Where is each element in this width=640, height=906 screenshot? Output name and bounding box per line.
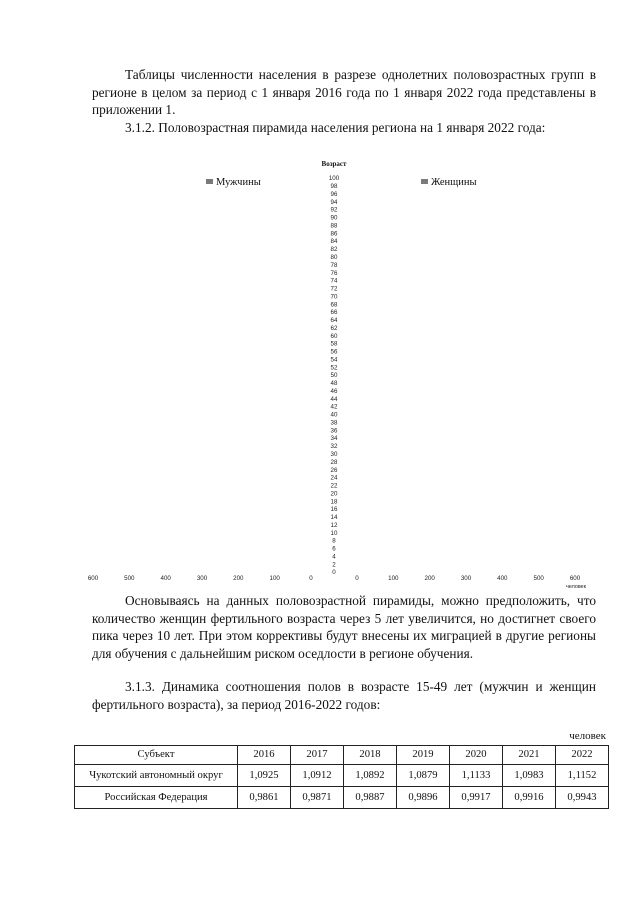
age-tick-label: 22 xyxy=(330,482,338,490)
x-tick-label-male: 600 xyxy=(87,575,99,582)
age-tick-label: 100 xyxy=(328,175,340,183)
table-cell: 1,0912 xyxy=(291,765,344,787)
age-tick-label: 44 xyxy=(330,395,338,403)
table-cell: 0,9917 xyxy=(450,787,503,809)
age-tick-label: 76 xyxy=(330,269,338,277)
x-tick-label-female: 200 xyxy=(424,575,435,582)
population-pyramid-chart xyxy=(87,156,600,590)
legend-label-female: Женщины xyxy=(431,177,477,188)
x-tick-label-male: 0 xyxy=(309,575,313,582)
age-tick-label: 40 xyxy=(330,411,338,419)
age-tick-label: 90 xyxy=(330,214,338,222)
age-tick-label: 60 xyxy=(330,332,338,340)
sex-ratio-table xyxy=(74,745,609,809)
x-tick-label-male: 400 xyxy=(160,575,171,582)
table-header-cell: 2022 xyxy=(556,746,609,765)
age-tick-label: 56 xyxy=(330,348,338,356)
age-tick-label: 34 xyxy=(330,435,338,443)
age-tick-label: 42 xyxy=(330,403,338,411)
age-tick-label: 48 xyxy=(330,380,338,388)
table-header-cell: 2016 xyxy=(238,746,291,765)
age-tick-label: 66 xyxy=(330,309,338,317)
table-cell: 1,0892 xyxy=(344,765,397,787)
table-cell: 1,1152 xyxy=(556,765,609,787)
table-cell: 0,9896 xyxy=(397,787,450,809)
age-tick-label: 84 xyxy=(330,238,338,246)
age-tick-label: 92 xyxy=(330,206,338,214)
table-cell: 1,0879 xyxy=(397,765,450,787)
age-tick-label: 80 xyxy=(330,254,338,261)
age-tick-label: 6 xyxy=(332,545,336,553)
age-tick-label: 74 xyxy=(330,277,338,285)
age-tick-label: 62 xyxy=(330,324,338,332)
age-tick-label: 68 xyxy=(330,301,338,309)
age-tick-label: 88 xyxy=(330,222,338,230)
intro-paragraph: Таблицы численности населения в разрезе однолетних половозрастных групп в регионе в целом за период с 1 января 2016 года по 1 января 2022 года представлены в приложении 1. xyxy=(92,67,596,118)
age-tick-label: 54 xyxy=(330,356,338,364)
table-cell: 0,9861 xyxy=(238,787,291,809)
table-cell: 0,9871 xyxy=(291,787,344,809)
age-tick-label: 38 xyxy=(330,419,338,427)
age-tick-label: 96 xyxy=(330,190,338,198)
age-tick-label: 82 xyxy=(330,246,338,254)
age-tick-label: 10 xyxy=(330,529,338,537)
age-tick-label: 86 xyxy=(330,230,338,238)
age-tick-label: 70 xyxy=(330,293,338,301)
table-header-cell: 2019 xyxy=(397,746,450,765)
x-tick-label-male: 500 xyxy=(124,575,135,582)
table-cell: 1,0925 xyxy=(238,765,291,787)
age-tick-label: 4 xyxy=(332,553,336,561)
age-tick-label: 94 xyxy=(330,198,338,206)
table-cell: 0,9943 xyxy=(556,787,609,809)
table-header-cell: Субъект xyxy=(75,746,238,765)
pyramid-heading: 3.1.2. Половозрастная пирамида населения региона на 1 января 2022 года: xyxy=(125,120,546,135)
age-tick-label: 98 xyxy=(330,183,338,191)
table-cell: 1,1133 xyxy=(450,765,503,787)
x-tick-label-female: 400 xyxy=(497,575,508,582)
age-tick-label: 78 xyxy=(330,261,338,269)
age-tick-label: 24 xyxy=(330,474,338,482)
x-tick-label-female: 100 xyxy=(388,575,399,582)
age-tick-label: 52 xyxy=(330,364,338,372)
age-tick-label: 36 xyxy=(330,427,338,435)
age-tick-label: 16 xyxy=(330,506,338,514)
table-cell: 0,9916 xyxy=(503,787,556,809)
table-header-cell: 2021 xyxy=(503,746,556,765)
table-row xyxy=(75,765,609,787)
table-cell-subject: Чукотский автономный округ xyxy=(75,765,238,787)
table-units: человек xyxy=(569,730,606,742)
table-cell: 0,9887 xyxy=(344,787,397,809)
x-axis-label: человек xyxy=(566,584,586,590)
table-header-cell: 2020 xyxy=(450,746,503,765)
age-tick-label: 50 xyxy=(330,372,338,380)
table-row xyxy=(75,787,609,809)
age-tick-label: 2 xyxy=(332,561,336,569)
age-tick-label: 30 xyxy=(330,451,338,458)
age-tick-label: 18 xyxy=(330,498,338,506)
x-tick-label-male: 200 xyxy=(233,575,244,582)
x-tick-label-female: 0 xyxy=(355,575,359,582)
age-tick-label: 26 xyxy=(330,466,338,474)
age-tick-label: 20 xyxy=(330,490,338,498)
x-tick-label-female: 300 xyxy=(460,575,472,582)
legend-swatch-female xyxy=(421,179,428,184)
x-tick-label-male: 300 xyxy=(196,575,208,582)
chart-title: Возраст xyxy=(321,160,347,168)
age-tick-label: 72 xyxy=(330,285,338,293)
legend-label-male: Мужчины xyxy=(216,177,261,188)
x-tick-label-female: 600 xyxy=(569,575,581,582)
age-tick-label: 28 xyxy=(330,458,338,466)
table-header-cell: 2018 xyxy=(344,746,397,765)
analysis-paragraph: Основываясь на данных половозрастной пирамиды, можно предположить, что количество женщин фертильного возраста через 5 лет увеличится, но достигнет своего пика через 10 лет. При этом коррективы будут внесены их миграцией в другие регионы для обучения с дальнейшим риском оседлости в регионе обучения. xyxy=(92,593,596,661)
age-tick-label: 12 xyxy=(330,521,338,529)
age-tick-label: 58 xyxy=(330,340,338,348)
age-tick-label: 14 xyxy=(330,514,338,522)
table-cell-subject: Российская Федерация xyxy=(75,787,238,809)
age-tick-label: 32 xyxy=(330,443,338,451)
table-header-cell: 2017 xyxy=(291,746,344,765)
age-tick-label: 8 xyxy=(332,537,336,545)
age-tick-label: 46 xyxy=(330,387,338,395)
x-tick-label-female: 500 xyxy=(533,575,544,582)
table-cell: 1,0983 xyxy=(503,765,556,787)
legend-swatch-male xyxy=(206,179,213,184)
age-tick-label: 64 xyxy=(330,317,338,325)
table-header-row xyxy=(75,746,609,765)
x-tick-label-male: 100 xyxy=(269,575,280,582)
sex-ratio-heading: 3.1.3. Динамика соотношения полов в возрасте 15-49 лет (мужчин и женщин фертильного возраста), за период 2016-2022 годов: xyxy=(92,679,596,712)
age-tick-label: 0 xyxy=(332,569,336,577)
